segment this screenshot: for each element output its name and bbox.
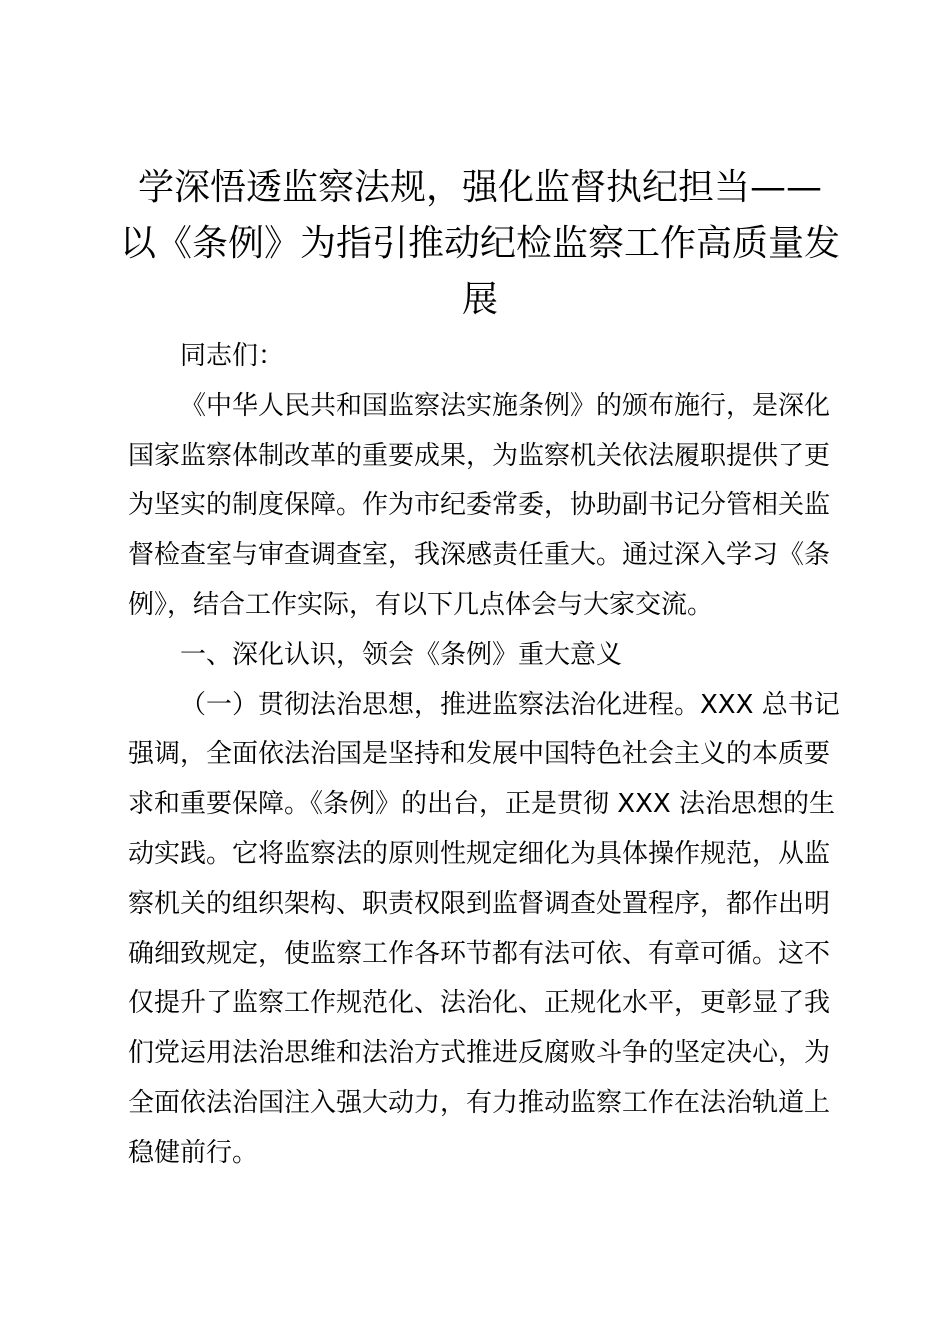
paragraph-2-line-9: 全面依法治国注入强大动力，有力推动监察工作在法治轨道上 [128, 1087, 831, 1118]
title-line-1: 学深悟透监察法规，强化监督执纪担当—— [137, 167, 822, 208]
paragraph-2-line-6: 确细致规定，使监察工作各环节都有法可依、有章可循。这不 [128, 938, 831, 969]
paragraph-2-line-2: 强调，全面依法治国是坚持和发展中国特色社会主义的本质要 [128, 739, 831, 770]
paragraph-2 [128, 681, 840, 1179]
salutation-text: 同志们： [180, 341, 285, 371]
paragraph-2-line-7: 仅提升了监察工作规范化、法治化、正规化水平，更彰显了我 [128, 988, 831, 1019]
paragraph-1-line-1: 《中华人民共和国监察法实施条例》的颁布施行，是深化 [180, 390, 831, 421]
paragraph-2-line-4: 动实践。它将监察法的原则性规定细化为具体操作规范，从监 [128, 838, 831, 869]
title-line-2: 以《条例》为指引推动纪检监察工作高质量发 [120, 223, 841, 264]
paragraph-1-line-5: 例》，结合工作实际，有以下几点体会与大家交流。 [128, 589, 714, 620]
salutation [128, 332, 833, 382]
section-heading-text: 一、深化认识，领会《条例》重大意义 [180, 639, 623, 670]
paragraph-2-line-10: 稳健前行。 [128, 1137, 259, 1168]
section-heading [128, 631, 833, 681]
paragraph-2-line-8: 们党运用法治思维和法治方式推进反腐败斗争的坚定决心，为 [128, 1038, 831, 1069]
document-title [120, 160, 840, 328]
paragraph-1-line-3: 为坚实的制度保障。作为市纪委常委，协助副书记分管相关监 [128, 490, 831, 521]
paragraph-2-line-1: （一）贯彻法治思想，推进监察法治化进程。XXX 总书记 [180, 689, 840, 720]
paragraph-2-line-5: 察机关的组织架构、职责权限到监督调查处置程序，都作出明 [128, 888, 831, 919]
paragraph-1-line-2: 国家监察体制改革的重要成果，为监察机关依法履职提供了更 [128, 440, 831, 471]
document-body [128, 332, 840, 1179]
paragraph-2-line-3: 求和重要保障。《条例》的出台，正是贯彻 XXX 法治思想的生 [128, 789, 835, 820]
paragraph-1-line-4: 督检查室与审查调查室，我深感责任重大。通过深入学习《条 [128, 540, 831, 571]
paragraph-1 [128, 382, 833, 631]
title-line-3: 展 [461, 279, 498, 320]
